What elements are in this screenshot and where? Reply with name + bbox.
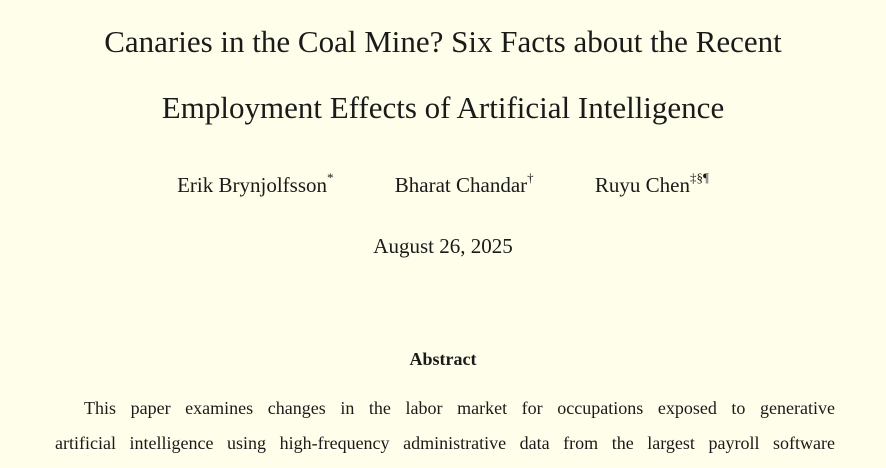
abstract-heading: Abstract bbox=[409, 349, 477, 369]
author-2 bbox=[395, 172, 534, 198]
author-3-mark: ‡§¶ bbox=[690, 170, 709, 185]
paper-title-line-1: Canaries in the Coal Mine? Six Facts about the Recent bbox=[104, 24, 782, 59]
author-1-mark: * bbox=[327, 170, 334, 185]
author-1-name: Erik Brynjolfsson bbox=[177, 173, 328, 197]
paper-date: August 26, 2025 bbox=[373, 234, 513, 258]
paper-title-line-2: Employment Effects of Artificial Intelligence bbox=[161, 90, 725, 125]
author-list bbox=[0, 172, 886, 198]
author-2-name: Bharat Chandar bbox=[394, 173, 528, 197]
abstract-text-line-1: This paper examines changes in the labor market for occupations exposed to generative bbox=[84, 398, 835, 418]
abstract-text-line-2: artificial intelligence using high-frequency administrative data from the largest payroll software bbox=[55, 433, 835, 453]
author-1 bbox=[177, 172, 333, 198]
author-3 bbox=[595, 172, 709, 198]
author-2-mark: † bbox=[527, 170, 534, 185]
author-3-name: Ruyu Chen bbox=[594, 173, 690, 197]
